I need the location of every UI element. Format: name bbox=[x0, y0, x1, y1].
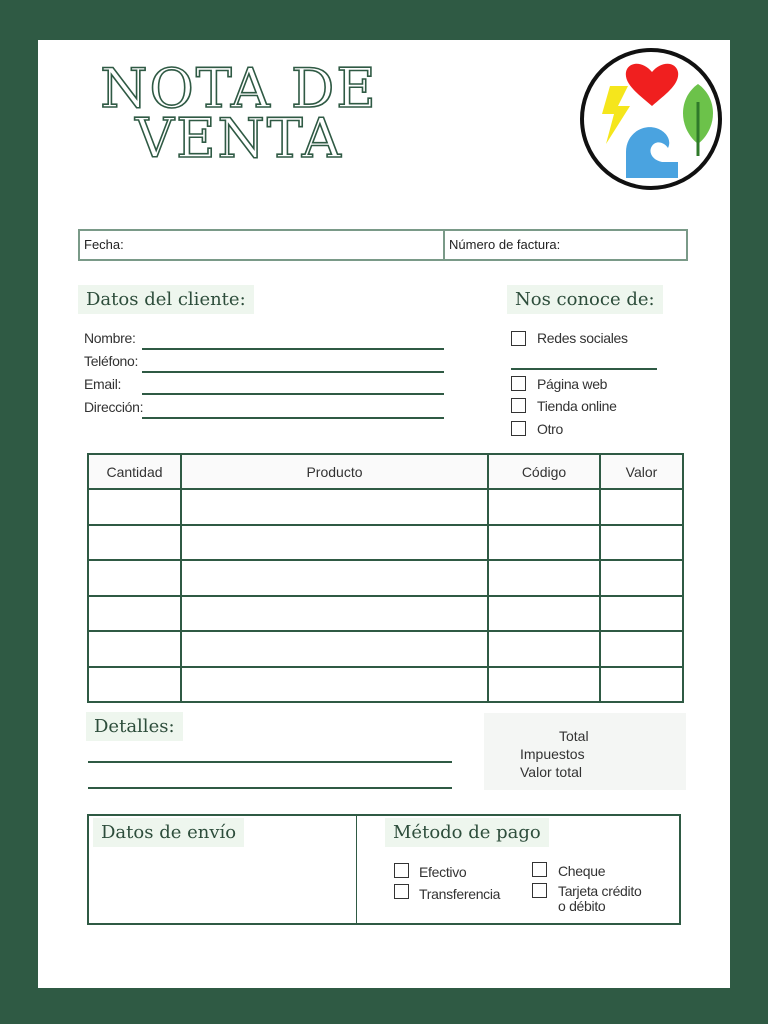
value-cell[interactable] bbox=[600, 631, 683, 667]
code-cell[interactable] bbox=[488, 631, 600, 667]
check-checkbox[interactable] bbox=[532, 862, 547, 877]
phone-line[interactable] bbox=[142, 371, 444, 373]
cash-label: Efectivo bbox=[419, 864, 467, 880]
title-line-1: NOTA DE bbox=[100, 57, 378, 120]
table-row bbox=[88, 525, 683, 561]
invoice-number-field[interactable] bbox=[445, 231, 686, 259]
product-cell[interactable] bbox=[181, 596, 488, 632]
invoice-sheet bbox=[38, 40, 730, 988]
referral-heading: Nos conoce de: bbox=[507, 285, 663, 314]
code-cell[interactable] bbox=[488, 560, 600, 596]
value-cell[interactable] bbox=[600, 667, 683, 703]
product-cell[interactable] bbox=[181, 667, 488, 703]
name-label: Nombre: bbox=[84, 330, 136, 346]
invoice-number-label: Número de factura: bbox=[449, 237, 561, 252]
details-line-2[interactable] bbox=[88, 787, 452, 789]
transfer-checkbox[interactable] bbox=[394, 884, 409, 899]
address-line[interactable] bbox=[142, 417, 444, 419]
date-invoice-row bbox=[78, 229, 688, 261]
value-cell[interactable] bbox=[600, 596, 683, 632]
card-checkbox[interactable] bbox=[532, 883, 547, 898]
total-label: Total bbox=[559, 728, 589, 744]
name-line[interactable] bbox=[142, 348, 444, 350]
quantity-cell[interactable] bbox=[88, 631, 181, 667]
value-cell[interactable] bbox=[600, 560, 683, 596]
website-checkbox[interactable] bbox=[511, 376, 526, 391]
code-cell[interactable] bbox=[488, 525, 600, 561]
logo bbox=[580, 48, 722, 190]
card-label: Tarjeta crédito bbox=[558, 883, 642, 899]
taxes-label: Impuestos bbox=[520, 746, 585, 762]
table-header-row bbox=[88, 454, 683, 489]
code-cell[interactable] bbox=[488, 596, 600, 632]
quantity-cell[interactable] bbox=[88, 667, 181, 703]
details-line-1[interactable] bbox=[88, 761, 452, 763]
table-row bbox=[88, 560, 683, 596]
details-heading: Detalles: bbox=[86, 712, 183, 741]
value-cell[interactable] bbox=[600, 489, 683, 525]
shipping-heading: Datos de envío bbox=[93, 818, 244, 847]
online-store-label: Tienda online bbox=[537, 398, 617, 414]
product-cell[interactable] bbox=[181, 489, 488, 525]
totals-box bbox=[484, 713, 686, 790]
other-label: Otro bbox=[537, 421, 564, 437]
date-field[interactable] bbox=[80, 231, 445, 259]
product-cell[interactable] bbox=[181, 525, 488, 561]
quantity-cell[interactable] bbox=[88, 596, 181, 632]
website-label: Página web bbox=[537, 376, 608, 392]
section-divider bbox=[356, 816, 357, 923]
online-store-checkbox[interactable] bbox=[511, 398, 526, 413]
column-header-value: Valor bbox=[600, 454, 683, 489]
cash-checkbox[interactable] bbox=[394, 863, 409, 878]
phone-label: Teléfono: bbox=[84, 353, 139, 369]
grand-total-label: Valor total bbox=[520, 764, 582, 780]
address-label: Dirección: bbox=[84, 399, 144, 415]
product-cell[interactable] bbox=[181, 631, 488, 667]
column-header-code: Código bbox=[488, 454, 600, 489]
card-label-continued: o débito bbox=[558, 898, 606, 914]
social-media-label: Redes sociales bbox=[537, 330, 628, 346]
products-table bbox=[87, 453, 684, 703]
social-media-checkbox[interactable] bbox=[511, 331, 526, 346]
column-header-quantity: Cantidad bbox=[88, 454, 181, 489]
quantity-cell[interactable] bbox=[88, 525, 181, 561]
table-row bbox=[88, 667, 683, 703]
email-label: Email: bbox=[84, 376, 122, 392]
shipping-payment-box bbox=[87, 814, 681, 925]
table-row bbox=[88, 631, 683, 667]
product-cell[interactable] bbox=[181, 560, 488, 596]
email-line[interactable] bbox=[142, 393, 444, 395]
quantity-cell[interactable] bbox=[88, 560, 181, 596]
payment-method-heading: Método de pago bbox=[385, 818, 549, 847]
column-header-product: Producto bbox=[181, 454, 488, 489]
code-cell[interactable] bbox=[488, 667, 600, 703]
check-label: Cheque bbox=[558, 863, 606, 879]
table-row bbox=[88, 489, 683, 525]
value-cell[interactable] bbox=[600, 525, 683, 561]
client-data-heading: Datos del cliente: bbox=[78, 285, 254, 314]
referral-line[interactable] bbox=[511, 368, 657, 370]
quantity-cell[interactable] bbox=[88, 489, 181, 525]
date-label: Fecha: bbox=[84, 237, 124, 252]
page-title bbox=[94, 57, 384, 170]
table-row bbox=[88, 596, 683, 632]
title-line-2: VENTA bbox=[135, 107, 343, 170]
code-cell[interactable] bbox=[488, 489, 600, 525]
transfer-label: Transferencia bbox=[419, 886, 501, 902]
other-checkbox[interactable] bbox=[511, 421, 526, 436]
